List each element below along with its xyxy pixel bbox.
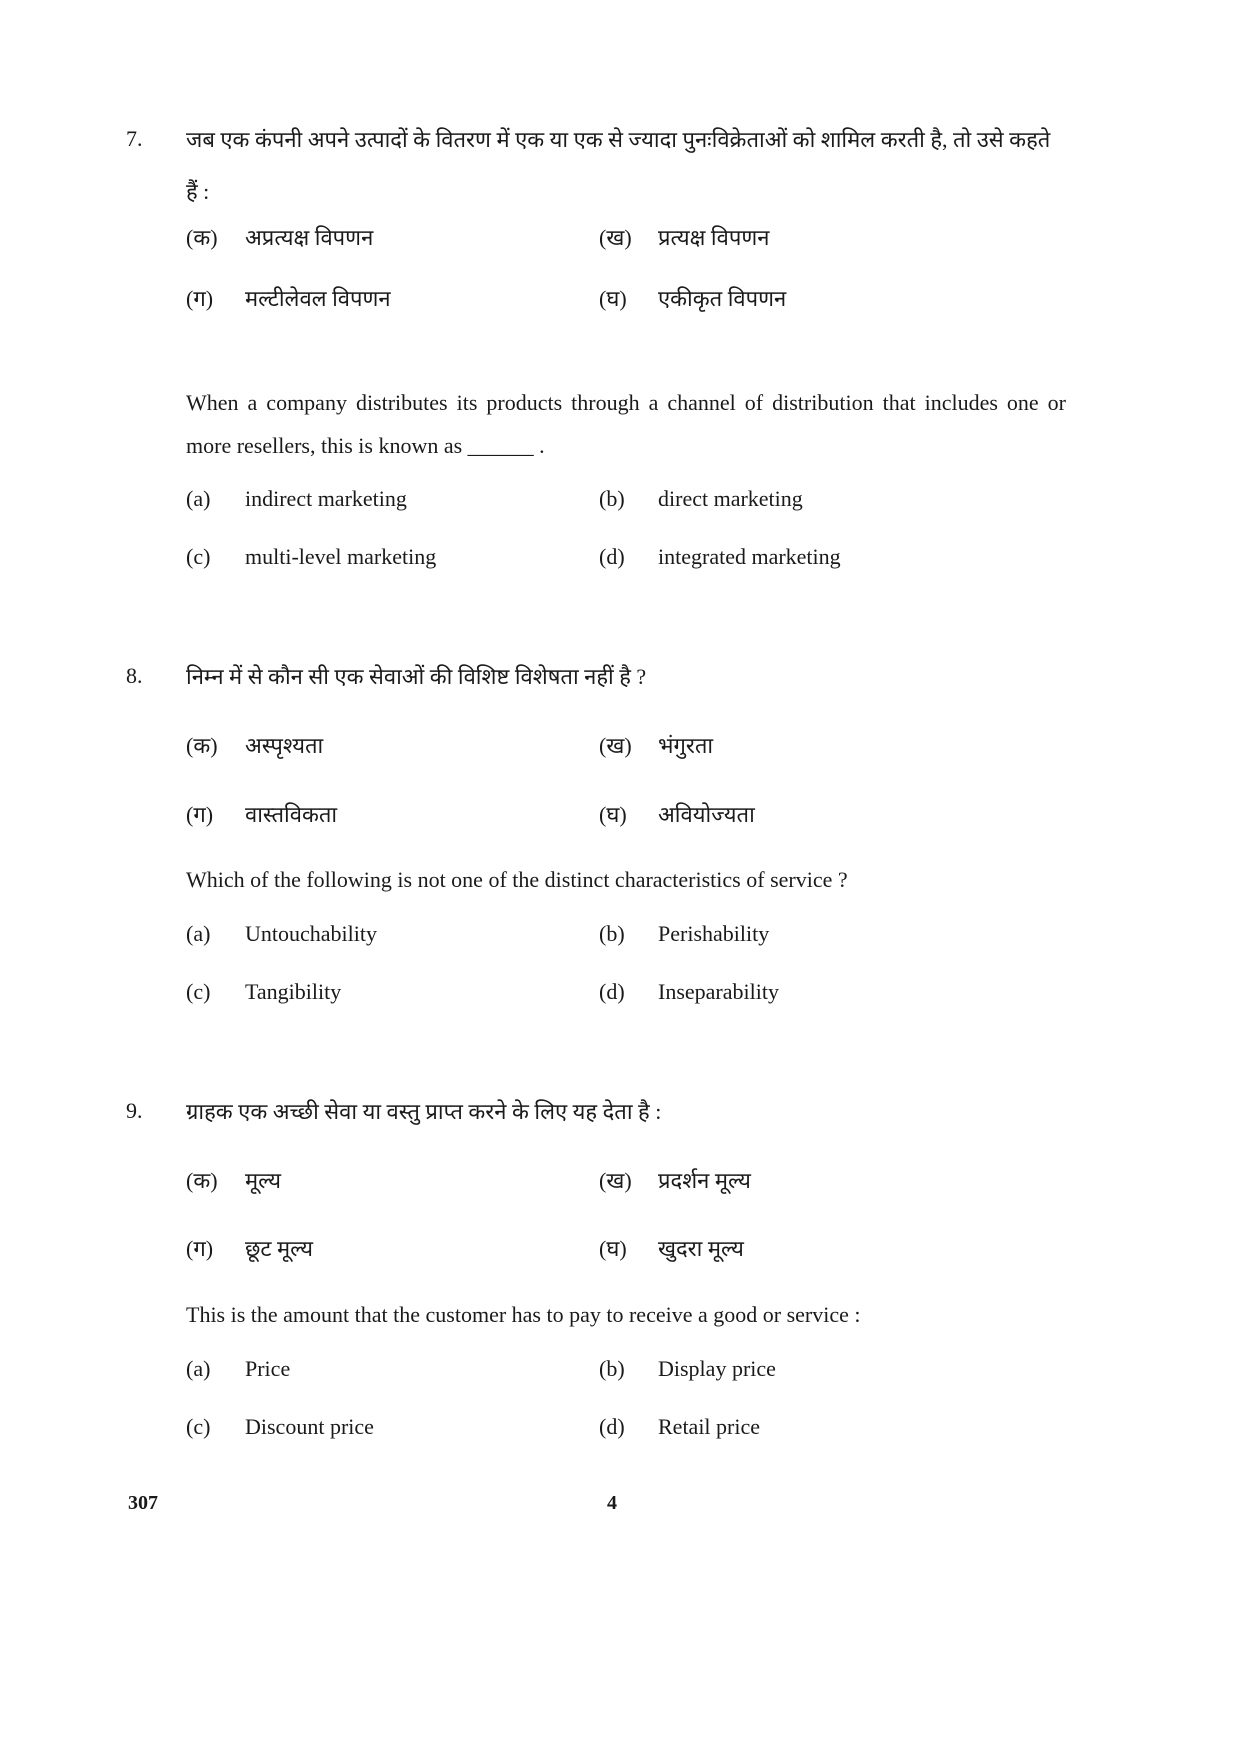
paper-code: 307: [128, 1492, 158, 1514]
page-number: 4: [607, 1492, 617, 1514]
option-text: छूट मूल्य: [245, 1236, 313, 1261]
option-text: Retail price: [658, 1414, 761, 1439]
option-text: integrated marketing: [658, 544, 841, 569]
option-label: (a): [186, 486, 211, 511]
option-text: indirect marketing: [245, 486, 407, 511]
option-label: (a): [186, 921, 211, 946]
option-label: (क): [186, 1168, 218, 1193]
english-question-stem: This is the amount that the customer has to pay to receive a good or service :: [186, 1302, 861, 1327]
option-text: मल्टीलेवल विपणन: [245, 286, 391, 311]
option-label: (घ): [599, 286, 627, 311]
option-label: (c): [186, 1414, 211, 1439]
option-label: (ग): [186, 1236, 214, 1261]
option-label: (घ): [599, 1236, 627, 1261]
option-text: Discount price: [245, 1414, 374, 1439]
option-text: Price: [245, 1356, 291, 1381]
option-label: (ग): [186, 802, 214, 827]
option-text: Display price: [658, 1356, 776, 1381]
hindi-question-stem: ग्राहक एक अच्छी सेवा या वस्तु प्राप्त करने के लिए यह देता है :: [186, 1099, 662, 1124]
option-label: (d): [599, 1414, 625, 1439]
option-label: (d): [599, 544, 625, 569]
option-label: (ख): [599, 733, 632, 758]
hindi-question-stem: जब एक कंपनी अपने उत्पादों के वितरण में एक या एक से ज्यादा पुनःविक्रेताओं को शामिल करती है, तो उसे कहते हैं :: [186, 127, 1051, 204]
option-text: Perishability: [658, 921, 770, 946]
option-label: (b): [599, 1356, 625, 1381]
english-question-stem: Which of the following is not one of the distinct characteristics of service ?: [186, 867, 848, 892]
option-label: (ख): [599, 1168, 632, 1193]
option-text: अप्रत्यक्ष विपणन: [245, 225, 374, 250]
english-question-stem: When a company distributes its products through a channel of distribution that includes one or more resellers, this is known as ______ .: [186, 390, 1066, 458]
option-label: (a): [186, 1356, 211, 1381]
option-text: प्रत्यक्ष विपणन: [658, 225, 770, 250]
option-label: (क): [186, 733, 218, 758]
option-text: अस्पृश्यता: [245, 733, 324, 758]
option-text: direct marketing: [658, 486, 803, 511]
option-text: multi-level marketing: [245, 544, 437, 569]
option-label: (b): [599, 486, 625, 511]
option-text: भंगुरता: [658, 733, 714, 758]
option-text: Untouchability: [245, 921, 377, 946]
option-text: एकीकृत विपणन: [658, 286, 787, 311]
option-label: (c): [186, 544, 211, 569]
option-label: (c): [186, 979, 211, 1004]
option-label: (क): [186, 225, 218, 250]
question-number: 8.: [126, 663, 143, 688]
option-text: मूल्य: [245, 1168, 281, 1193]
question-number: 7.: [126, 126, 143, 151]
option-label: (घ): [599, 802, 627, 827]
hindi-question-stem: निम्न में से कौन सी एक सेवाओं की विशिष्ट विशेषता नहीं है ?: [186, 664, 647, 689]
option-text: Inseparability: [658, 979, 779, 1004]
option-label: (ख): [599, 225, 632, 250]
option-label: (ग): [186, 286, 214, 311]
option-label: (b): [599, 921, 625, 946]
option-label: (d): [599, 979, 625, 1004]
question-number: 9.: [126, 1098, 143, 1123]
option-text: Tangibility: [245, 979, 342, 1004]
option-text: वास्तविकता: [245, 802, 338, 827]
option-text: खुदरा मूल्य: [658, 1236, 744, 1261]
option-text: प्रदर्शन मूल्य: [658, 1168, 751, 1193]
option-text: अवियोज्यता: [658, 802, 755, 827]
